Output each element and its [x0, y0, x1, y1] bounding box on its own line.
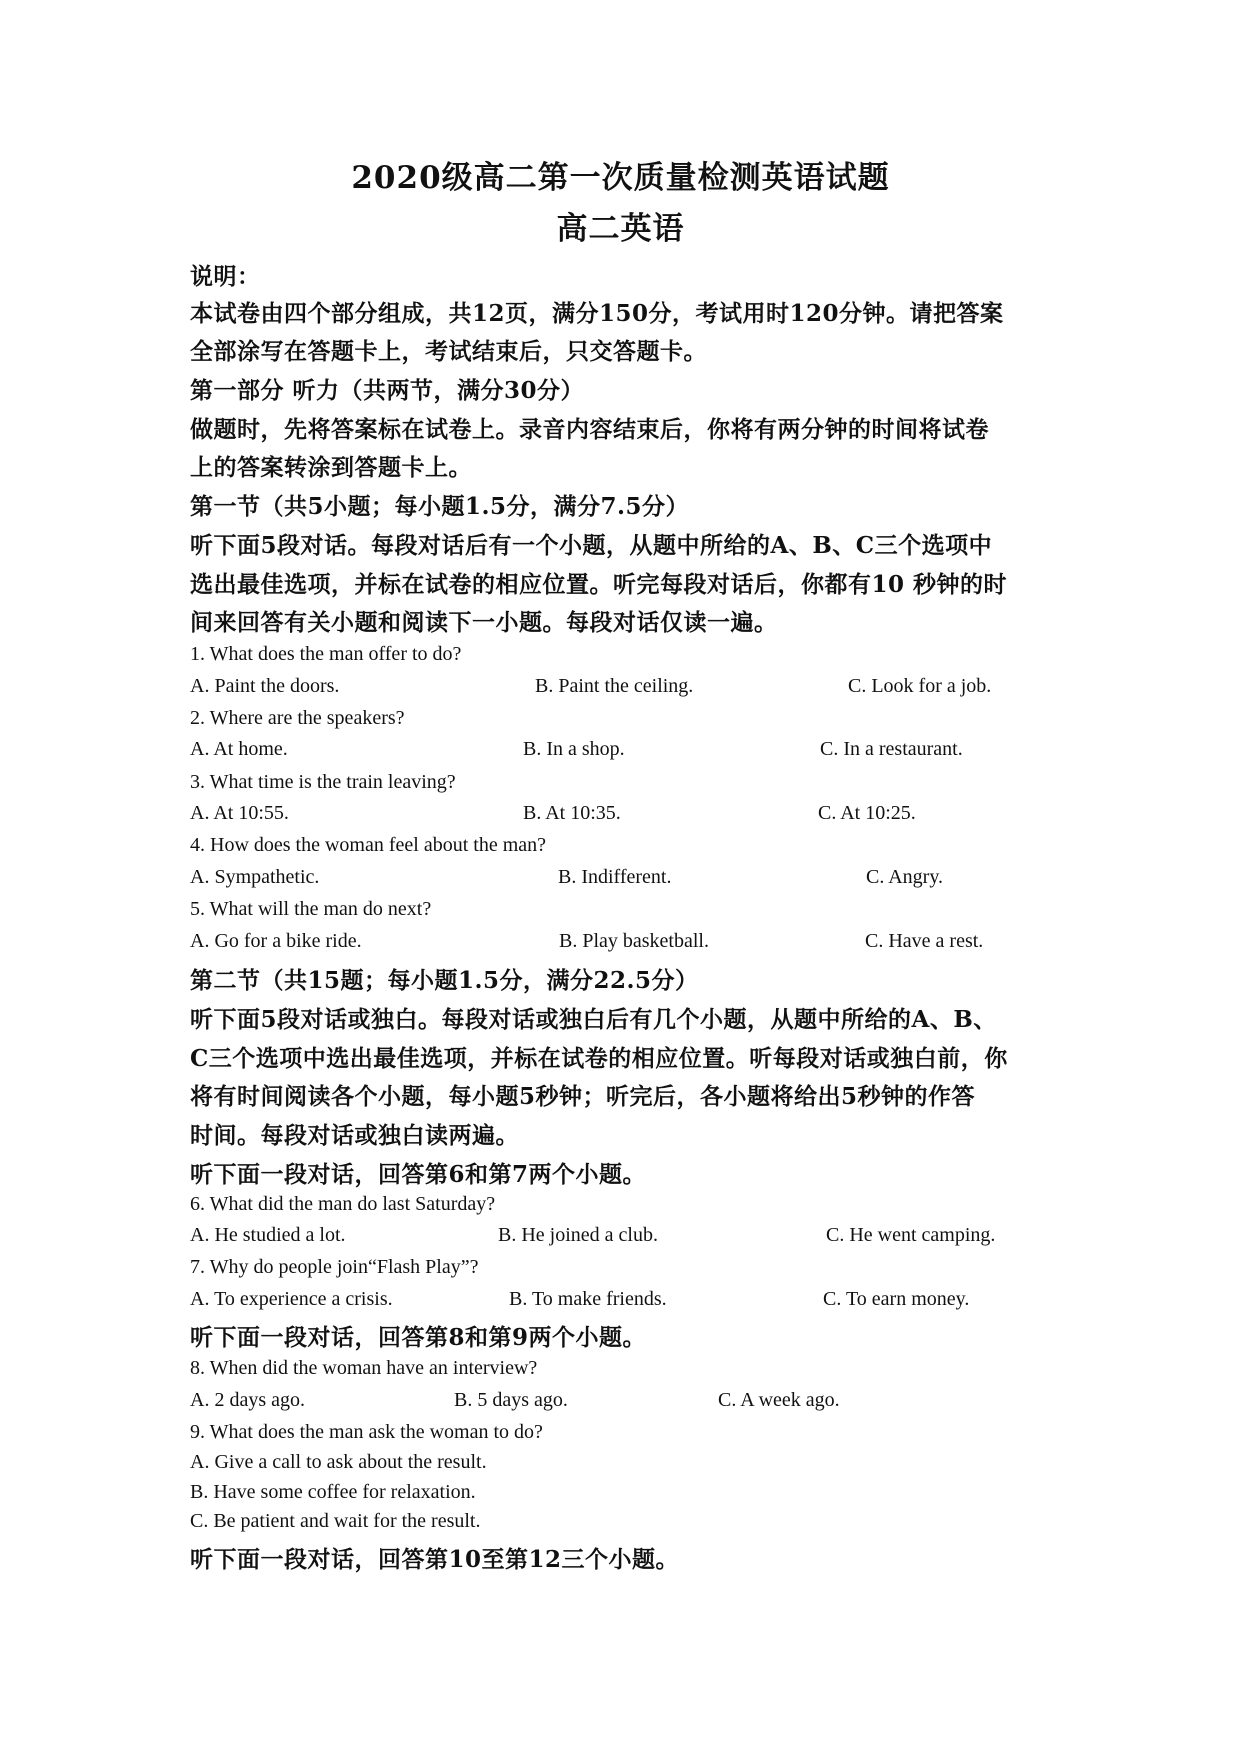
question-8: 8. When did the woman have an interview? [190, 1357, 538, 1379]
exam-subtitle: 高二英语 [556, 211, 685, 247]
option-b[interactable]: B. He joined a club. [498, 1224, 658, 1246]
question-4: 4. How does the woman feel about the man? [190, 834, 547, 856]
question-2: 2. Where are the speakers? [190, 707, 405, 729]
option-b[interactable]: B. At 10:35. [523, 802, 621, 824]
group-heading-8-9: 听下面一段对话，回答第8和第9两个小题。 [190, 1324, 647, 1351]
options-1 [190, 675, 1010, 701]
section2-desc-2: C三个选项中选出最佳选项，并标在试卷的相应位置。听每段对话或独白前，你 [190, 1045, 1008, 1072]
options-4 [190, 866, 1010, 892]
part1-desc-2: 上的答案转涂到答题卡上。 [190, 454, 472, 481]
option-c[interactable]: C. At 10:25. [818, 802, 916, 824]
options-6 [190, 1224, 1010, 1250]
question-7: 7. Why do people join“Flash Play”? [190, 1256, 479, 1278]
option-c[interactable]: C. Have a rest. [865, 930, 984, 952]
option-a[interactable]: A. At 10:55. [190, 802, 289, 824]
group-heading-6-7: 听下面一段对话，回答第6和第7两个小题。 [190, 1161, 647, 1188]
option-c[interactable]: C. To earn money. [823, 1288, 970, 1310]
instructions-line-2: 全部涂写在答题卡上，考试结束后，只交答题卡。 [190, 338, 707, 365]
question-6: 6. What did the man do last Saturday? [190, 1193, 496, 1215]
section1-heading: 第一节（共5小题；每小题1.5分，满分7.5分） [190, 493, 690, 520]
section2-desc-3: 将有时间阅读各个小题，每小题5秒钟；听完后，各小题将给出5秒钟的作答 [190, 1083, 976, 1110]
option-b[interactable]: B. 5 days ago. [454, 1389, 568, 1411]
section1-desc-2: 选出最佳选项，并标在试卷的相应位置。听完每段对话后，你都有10 秒钟的时 [190, 571, 1008, 598]
question-3: 3. What time is the train leaving? [190, 771, 456, 793]
option-a[interactable]: A. At home. [190, 738, 288, 760]
option-a[interactable]: A. Sympathetic. [190, 866, 320, 888]
option-a[interactable]: A. Paint the doors. [190, 675, 340, 697]
section1-desc-3: 间来回答有关小题和阅读下一小题。每段对话仅读一遍。 [190, 609, 778, 636]
option-a[interactable]: A. Go for a bike ride. [190, 930, 362, 952]
option-c[interactable]: C. Look for a job. [848, 675, 992, 697]
option-b[interactable]: B. Paint the ceiling. [535, 675, 694, 697]
section2-desc-4: 时间。每段对话或独白读两遍。 [190, 1122, 519, 1149]
option-c[interactable]: C. In a restaurant. [820, 738, 963, 760]
option-c[interactable]: C. He went camping. [826, 1224, 996, 1246]
option-a[interactable]: A. He studied a lot. [190, 1224, 346, 1246]
part1-heading: 第一部分 听力（共两节，满分30分） [190, 377, 585, 404]
options-2 [190, 738, 1010, 764]
instructions-label: 说明： [190, 263, 261, 290]
option-b[interactable]: B. To make friends. [509, 1288, 667, 1310]
option-b[interactable]: B. Have some coffee for relaxation. [190, 1481, 476, 1503]
options-8 [190, 1389, 1010, 1415]
options-7 [190, 1288, 1010, 1314]
part1-desc-1: 做题时，先将答案标在试卷上。录音内容结束后，你将有两分钟的时间将试卷 [190, 416, 989, 443]
option-c[interactable]: C. A week ago. [718, 1389, 840, 1411]
question-9: 9. What does the man ask the woman to do? [190, 1421, 543, 1443]
question-1: 1. What does the man offer to do? [190, 643, 462, 665]
option-a[interactable]: A. To experience a crisis. [190, 1288, 393, 1310]
option-c[interactable]: C. Angry. [866, 866, 944, 888]
exam-title: 2020级高二第一次质量检测英语试题 [351, 160, 890, 196]
group-heading-10-12: 听下面一段对话，回答第10至第12三个小题。 [190, 1546, 680, 1573]
section2-desc-1: 听下面5段对话或独白。每段对话或独白后有几个小题，从题中所给的A、B、 [190, 1006, 997, 1033]
option-b[interactable]: B. Play basketball. [559, 930, 709, 952]
options-3 [190, 802, 1010, 828]
option-b[interactable]: B. In a shop. [523, 738, 625, 760]
section2-heading: 第二节（共15题；每小题1.5分，满分22.5分） [190, 967, 699, 994]
options-5 [190, 930, 1010, 956]
instructions-line-1: 本试卷由四个部分组成，共12页，满分150分，考试用时120分钟。请把答案 [190, 300, 1004, 327]
option-a[interactable]: A. 2 days ago. [190, 1389, 305, 1411]
question-5: 5. What will the man do next? [190, 898, 432, 920]
section1-desc-1: 听下面5段对话。每段对话后有一个小题，从题中所给的A、B、C三个选项中 [190, 532, 993, 559]
option-b[interactable]: B. Indifferent. [558, 866, 672, 888]
option-c[interactable]: C. Be patient and wait for the result. [190, 1510, 481, 1532]
option-a[interactable]: A. Give a call to ask about the result. [190, 1451, 487, 1473]
